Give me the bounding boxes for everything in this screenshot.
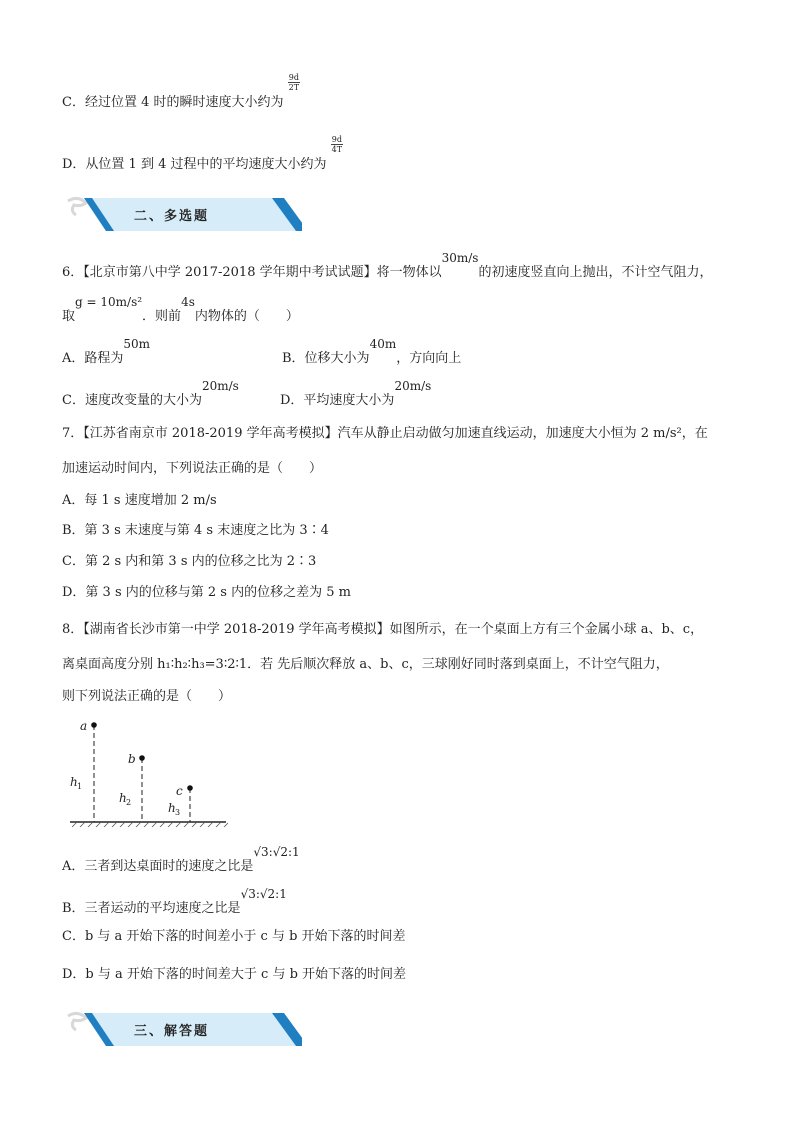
q5-option-c-fraction bbox=[288, 73, 300, 92]
q6-option-d-text: D．平均速度大小为 bbox=[280, 393, 395, 408]
q5-option-d-text: D．从位置 1 到 4 过程中的平均速度大小约为 bbox=[62, 157, 327, 172]
q6-option-c bbox=[62, 379, 239, 409]
height-label-h1-subscript: 1 bbox=[77, 782, 83, 791]
q6-gravity: g = 10m/s² bbox=[75, 295, 143, 309]
ball-b bbox=[139, 755, 145, 761]
q6-time: 4s bbox=[181, 295, 195, 309]
fraction-denominator: 4T bbox=[331, 145, 343, 154]
q7-option-d: D．第 3 s 内的位移与第 2 s 内的位移之差为 5 m bbox=[62, 585, 351, 600]
q7-stem-line-2: 加速运动时间内，下列说法正确的是（ ） bbox=[62, 461, 323, 476]
height-label-h2-subscript: 2 bbox=[126, 798, 132, 807]
ball-b-label: b bbox=[128, 752, 136, 766]
ball-c-label: c bbox=[176, 784, 183, 798]
ball-a-label: a bbox=[80, 719, 88, 733]
q5-option-d-fraction bbox=[331, 135, 343, 154]
q8-option-b-text: B．三者运动的平均速度之比是 bbox=[62, 901, 241, 916]
section-title: 三、解答题 bbox=[134, 1024, 210, 1039]
section-title: 二、多选题 bbox=[134, 209, 210, 224]
q6-option-c-text: C．速度改变量的大小为 bbox=[62, 393, 202, 408]
q6-option-a bbox=[62, 337, 151, 367]
q7-stem-line-1: 7．【江苏省南京市 2018-2019 学年高考模拟】汽车从静止启动做匀加速直线运动，加速度大小恒为 2 m/s²，在 bbox=[62, 426, 708, 441]
q6-option-a-value: 50m bbox=[123, 337, 151, 351]
q8-option-b-value: √3:√2:1 bbox=[240, 887, 287, 901]
q8-falling-balls-figure bbox=[66, 712, 228, 832]
ball-c bbox=[187, 785, 193, 791]
fraction-numerator: 9d bbox=[288, 73, 299, 82]
height-label-h2: h bbox=[119, 791, 127, 805]
q7-option-b: B．第 3 s 末速度与第 4 s 末速度之比为 3∶4 bbox=[62, 523, 329, 538]
q6-stem-text: 6．【北京市第八中学 2017-2018 学年期中考试试题】将一物体以 bbox=[62, 265, 442, 280]
ball-a bbox=[91, 722, 97, 728]
q6-stem-text: ．则前 bbox=[142, 309, 182, 324]
q8-option-a bbox=[62, 845, 300, 875]
q6-option-b-text: B．位移大小为 bbox=[282, 351, 370, 366]
height-label-h1: h bbox=[70, 775, 78, 789]
q6-option-a-text: A．路程为 bbox=[62, 351, 124, 366]
q8-stem-line-2: 离桌面高度分别 h₁∶h₂∶h₃=3∶2∶1．若 先后顺次释放 a、b、c，三球刚好同时落到桌面上，不计空气阻力， bbox=[62, 657, 669, 672]
q6-option-b-tail: ，方向向上 bbox=[396, 351, 462, 366]
height-label-h3-subscript: 3 bbox=[175, 808, 181, 817]
q7-option-a: A．每 1 s 速度增加 2 m/s bbox=[62, 493, 217, 508]
q8-stem-line-3: 则下列说法正确的是（ ） bbox=[62, 689, 232, 704]
q6-option-c-value: 20m/s bbox=[201, 379, 239, 393]
q6-stem-text: 内物体的（ ） bbox=[194, 309, 299, 324]
q5-option-d bbox=[62, 135, 343, 176]
q6-stem-line-1 bbox=[62, 251, 713, 281]
q8-option-a-value: √3:√2:1 bbox=[253, 845, 300, 859]
q6-option-b bbox=[282, 337, 462, 367]
fraction-numerator: 9d bbox=[331, 135, 342, 144]
q6-option-d bbox=[280, 379, 432, 409]
q8-option-c: C．b 与 a 开始下落的时间差小于 c 与 b 开始下落的时间差 bbox=[62, 929, 406, 944]
fraction-denominator: 2T bbox=[288, 83, 300, 92]
q5-option-c bbox=[62, 73, 300, 114]
q6-stem-text: 取 bbox=[62, 309, 76, 324]
q8-option-d: D．b 与 a 开始下落的时间差大于 c 与 b 开始下落的时间差 bbox=[62, 967, 407, 982]
height-label-h3: h bbox=[168, 801, 176, 815]
q6-initial-velocity: 30m/s bbox=[441, 251, 479, 265]
q6-option-b-value: 40m bbox=[369, 337, 397, 351]
q7-option-c: C．第 2 s 内和第 3 s 内的位移之比为 2∶3 bbox=[62, 554, 317, 569]
q8-option-a-text: A．三者到达桌面时的速度之比是 bbox=[62, 859, 254, 874]
q8-option-b bbox=[62, 887, 287, 917]
q6-stem-line-2 bbox=[62, 295, 299, 325]
q6-stem-text: 的初速度竖直向上抛出，不计空气阻力， bbox=[478, 265, 713, 280]
section-header-multi bbox=[62, 193, 302, 233]
q5-option-c-text: C．经过位置 4 时的瞬时速度大小约为 bbox=[62, 95, 284, 110]
q6-option-d-value: 20m/s bbox=[394, 379, 432, 393]
section-header-answer bbox=[62, 1008, 302, 1048]
q8-stem-line-1: 8．【湖南省长沙市第一中学 2018-2019 学年高考模拟】如图所示，在一个桌面上方有三个金属小球 a、b、c， bbox=[62, 622, 704, 637]
